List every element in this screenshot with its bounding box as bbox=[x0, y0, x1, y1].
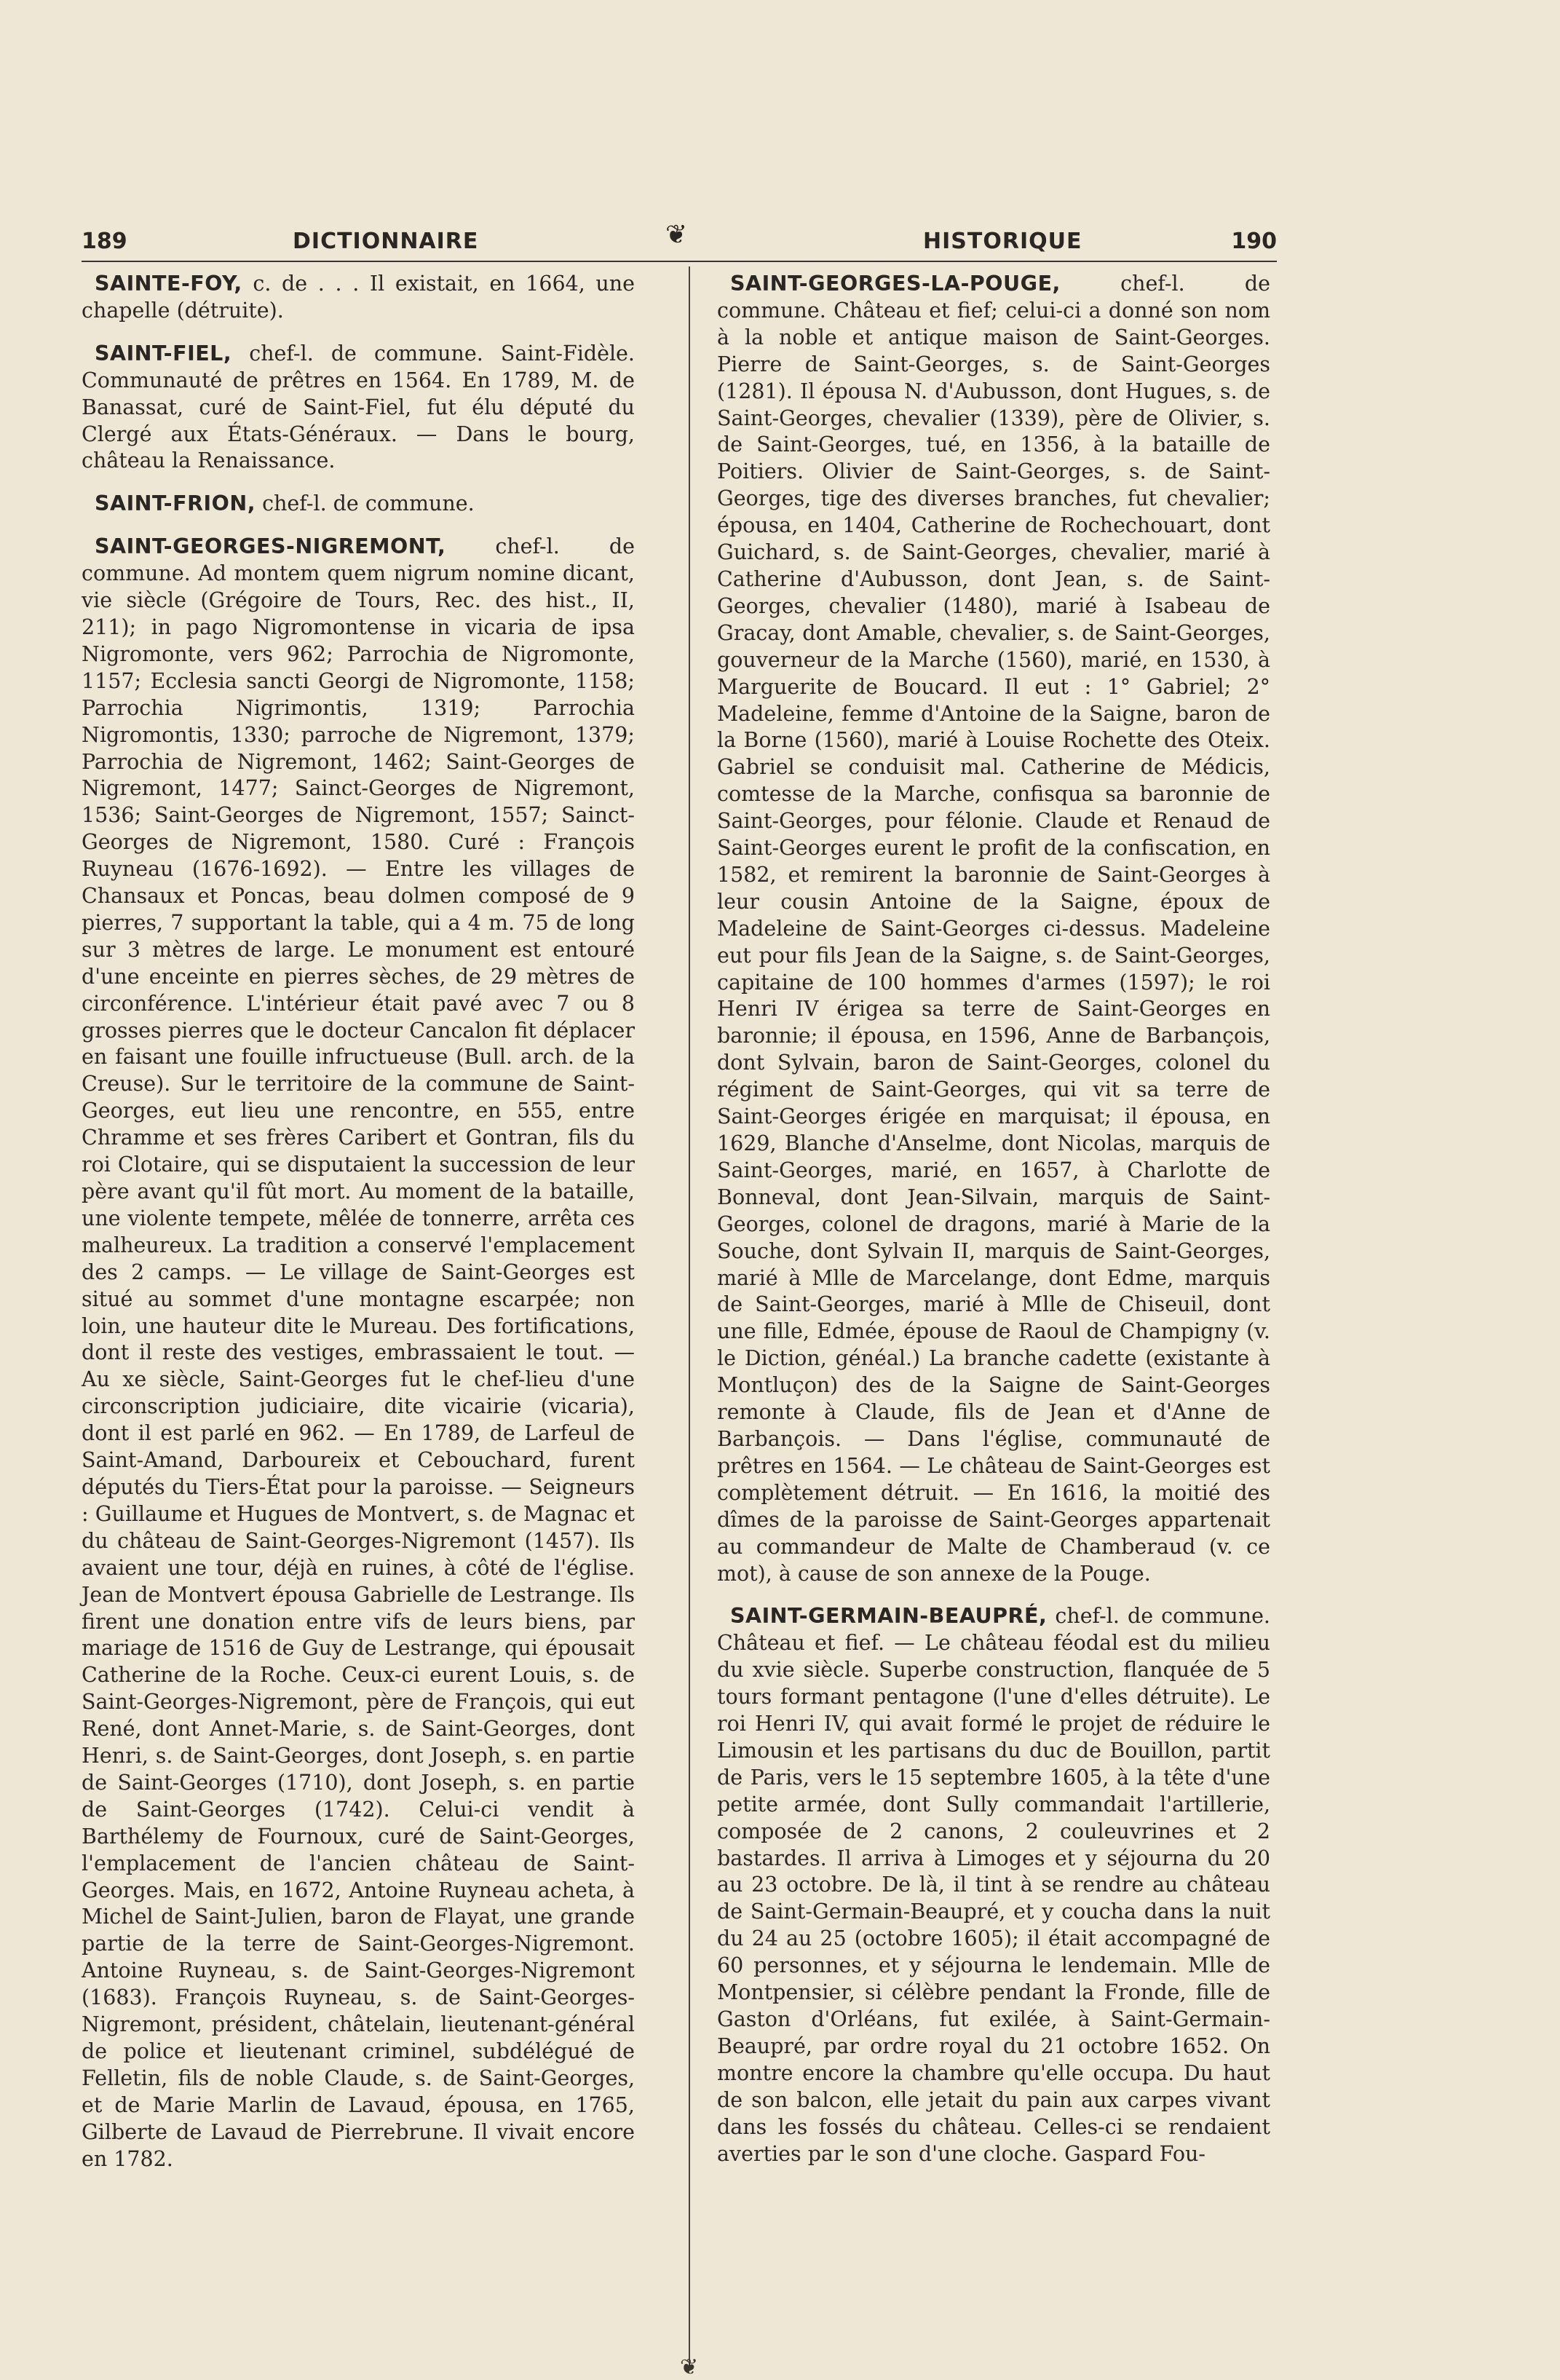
entry-body: chef-l. de commune. bbox=[256, 491, 475, 516]
right-column bbox=[717, 271, 1270, 2183]
entry-body: chef-l. de commune. Château et fief. — Le château féodal est du milieu du xvie siècle. Superbe construction, flanquée de 5 tours formant pentagone (l'une d'elles détruite). Le roi Henri IV, qui avait formé le projet de réduire le Limousin et les partisans du duc de Bouillon, partit de Paris, vers le 15 septembre 1605, à la tête d'une petite armée, dont Sully commandait l'artillerie, composée de 2 canons, 2 couleuvrines et 2 bastardes. Il arriva à Limoges et y séjourna du 20 au 23 octobre. De là, il tint à se rendre au château de Saint-Germain-Beaupré, et y coucha dans la nuit du 24 au 25 (octobre 1605); il était accompagné de 60 personnes, et y séjourna le lendemain. Mlle de Montpensier, si célèbre pendant la Fronde, fille de Gaston d'Orléans, fut exilée, à Saint-Germain-Beaupré, par ordre royal du 21 octobre 1652. On montre encore la chambre qu'elle occupa. Du haut de son balcon, elle jetait du pain aux carpes vivant dans les fossés du château. Celles-ci se rendaient averties par le son d'une cloche. Gaspard Fou- bbox=[717, 1604, 1270, 2166]
left-page-number: 189 bbox=[82, 229, 127, 254]
headword: SAINT-GEORGES-LA-POUGE, bbox=[730, 272, 1061, 296]
headword: SAINT-GEORGES-NIGREMONT, bbox=[95, 534, 446, 559]
right-page-number: 190 bbox=[1231, 229, 1277, 254]
bottom-ornament-icon: ❦ bbox=[680, 2355, 699, 2380]
entry-saint-germain-beaupre bbox=[717, 1603, 1270, 2167]
entry-sainte-foy bbox=[82, 271, 635, 325]
entry-saint-georges-nigremont bbox=[82, 534, 635, 2173]
headword: SAINT-GERMAIN-BEAUPRÉ, bbox=[730, 1604, 1048, 1629]
entry-body: chef-l. de commune. Château et fief; celui-ci a donné son nom à la noble et antique maison de Saint-Georges. Pierre de Saint-Georges, s. de Saint-Georges (1281). Il épousa N. d'Aubusson, dont Hugues, s. de Saint-Georges, chevalier (1339), père de Olivier, s. de Saint-Georges, tué, en 1356, à la bataille de Poitiers. Olivier de Saint-Georges, s. de Saint-Georges, tige des diverses branches, fut chevalier; épousa, en 1404, Catherine de Rochechouart, dont Guichard, s. de Saint-Georges, chevalier, marié à Catherine d'Aubusson, dont Jean, s. de Saint-Georges, chevalier (1480), marié à Isabeau de Gracay, dont Amable, chevalier, s. de Saint-Georges, gouverneur de la Marche (1560), marié, en 1530, à Marguerite de Boucard. Il eut : 1° Gabriel; 2° Madeleine, femme d'Antoine de la Saigne, baron de la Borne (1560), marié à Louise Rochette des Oteix. Gabriel se conduisit mal. Catherine de Médicis, comtesse de la Marche, confisqua sa baronnie de Saint-Georges, pour félonie. Claude et Renaud de Saint-Georges eurent le profit de la confiscation, en 1582, et remirent la baronnie de Saint-Georges à leur cousin Antoine de la Saigne, époux de Madeleine de Saint-Georges ci-dessus. Madeleine eut pour fils Jean de la Saigne, s. de Saint-Georges, capitaine de 100 hommes d'armes (1597); le roi Henri IV érigea sa terre de Saint-Georges en baronnie; il épousa, en 1596, Anne de Barbançois, dont Sylvain, baron de Saint-Georges, colonel du régiment de Saint-Georges, qui vit sa terre de Saint-Georges érigée en marquisat; il épousa, en 1629, Blanche d'Anselme, dont Nicolas, marquis de Saint-Georges, marié, en 1657, à Charlotte de Bonneval, dont Jean-Silvain, marquis de Saint-Georges, colonel de dragons, marié à Marie de la Souche, dont Sylvain II, marquis de Saint-Georges, marié à Mlle de Marcelange, dont Edme, marquis de Saint-Georges, marié à Mlle de Chiseuil, dont une fille, Edmée, épouse de Raoul de Champigny (v. le Diction, généal.) La branche cadette (existante à Montluçon) des de la Saigne de Saint-Georges remonte à Claude, fils de Jean et d'Anne de Barbançois. — Dans l'église, communauté de prêtres en 1564. — Le château de Saint-Georges est complètement détruit. — En 1616, la moitié des dîmes de la paroisse de Saint-Georges appartenait au commandeur de Malte de Chamberaud (v. ce mot), à cause de son annexe de la Pouge. bbox=[717, 272, 1270, 1586]
entry-body: c. de . . . Il existait, en 1664, une chapelle (détruite). bbox=[82, 272, 635, 323]
entry-body: chef-l. de commune. Saint-Fidèle. Communauté de prêtres en 1564. En 1789, M. de Banassat, curé de Saint-Fiel, fut élu député du Clergé aux États-Généraux. — Dans le bourg, château la Renaissance. bbox=[82, 341, 635, 473]
left-running-title: DICTIONNAIRE bbox=[293, 229, 479, 254]
headword: SAINTE-FOY, bbox=[95, 272, 242, 296]
header-rule bbox=[82, 261, 1277, 262]
headword: SAINT-FRION, bbox=[95, 491, 256, 516]
fleuron-ornament-icon: ❦ bbox=[665, 220, 688, 250]
entry-saint-georges-la-pouge bbox=[717, 271, 1270, 1587]
right-running-title: HISTORIQUE bbox=[923, 229, 1082, 254]
column-divider bbox=[689, 266, 690, 2367]
entry-saint-frion bbox=[82, 491, 635, 518]
headword: SAINT-FIEL, bbox=[95, 341, 232, 365]
page-header bbox=[82, 220, 1277, 259]
entry-body: chef-l. de commune. Ad montem quem nigrum nomine dicant, vie siècle (Grégoire de Tours, Rec. des hist., II, 211); in pago Nigromontense in vicaria de ipsa Nigromonte, vers 962; Parrochia de Nigromonte, 1157; Ecclesia sancti Georgi de Nigromonte, 1158; Parrochia Nigrimontis, 1319; Parrochia Nigromontis, 1330; parroche de Nigremont, 1379; Parrochia de Nigremont, 1462; Saint-Georges de Nigremont, 1477; Sainct-Georges de Nigremont, 1536; Saint-Georges de Nigremont, 1557; Sainct-Georges de Nigremont, 1580. Curé : François Ruyneau (1676-1692). — Entre les villages de Chansaux et Poncas, beau dolmen composé de 9 pierres, 7 supportant la table, qui a 4 m. 75 de long sur 3 mètres de large. Le monument est entouré d'une enceinte en pierres sèches, de 29 mètres de circonférence. L'intérieur était pavé avec 7 ou 8 grosses pierres que le docteur Cancalon fit déplacer en faisant une fouille infructueuse (Bull. arch. de la Creuse). Sur le territoire de la commune de Saint-Georges, eut lieu une rencontre, en 555, entre Chramme et ses frères Caribert et Gontran, fils du roi Clotaire, qui se disputaient la succession de leur père avant qu'il fût mort. Au moment de la bataille, une violente tempete, mêlée de tonnerre, arrêta ces malheureux. La tradition a conservé l'emplacement des 2 camps. — Le village de Saint-Georges est situé au sommet d'une montagne escarpée; non loin, une hauteur dite le Mureau. Des fortifications, dont il reste des vestiges, embrassaient le tout. — Au xe siècle, Saint-Georges fut le chef-lieu d'une circonscription judiciaire, dite vicairie (vicaria), dont il est parlé en 962. — En 1789, de Larfeul de Saint-Amand, Darboureix et Cebouchard, furent députés du Tiers-État pour la paroisse. — Seigneurs : Guillaume et Hugues de Montvert, s. de Magnac et du château de Saint-Georges-Nigremont (1457). Ils avaient une tour, déjà en ruines, à côté de l'église. Jean de Montvert épousa Gabrielle de Lestrange. Ils firent une donation entre vifs de leurs biens, par mariage de 1516 de Guy de Lestrange, qui épousait Catherine de la Roche. Ceux-ci eurent Louis, s. de Saint-Georges-Nigremont, père de François, qui eut René, dont Annet-Marie, s. de Saint-Georges, dont Henri, s. de Saint-Georges, dont Joseph, s. en partie de Saint-Georges (1710), dont Joseph, s. en partie de Saint-Georges (1742). Celui-ci vendit à Barthélemy de Fournoux, curé de Saint-Georges, l'emplacement de l'ancien château de Saint-Georges. Mais, en 1672, Antoine Ruyneau acheta, à Michel de Saint-Julien, baron de Flayat, une grande partie de la terre de Saint-Georges-Nigremont. Antoine Ruyneau, s. de Saint-Georges-Nigremont (1683). François Ruyneau, s. de Saint-Georges-Nigremont, président, châtelain, lieutenant-général de police et lieutenant criminel, subdélégué de Felletin, fils de noble Claude, s. de Saint-Georges, et de Marie Marlin de Lavaud, épousa, en 1765, Gilberte de Lavaud de Pierrebrune. Il vivait encore en 1782. bbox=[82, 534, 635, 2171]
left-column bbox=[82, 271, 635, 2189]
entry-saint-fiel bbox=[82, 341, 635, 475]
